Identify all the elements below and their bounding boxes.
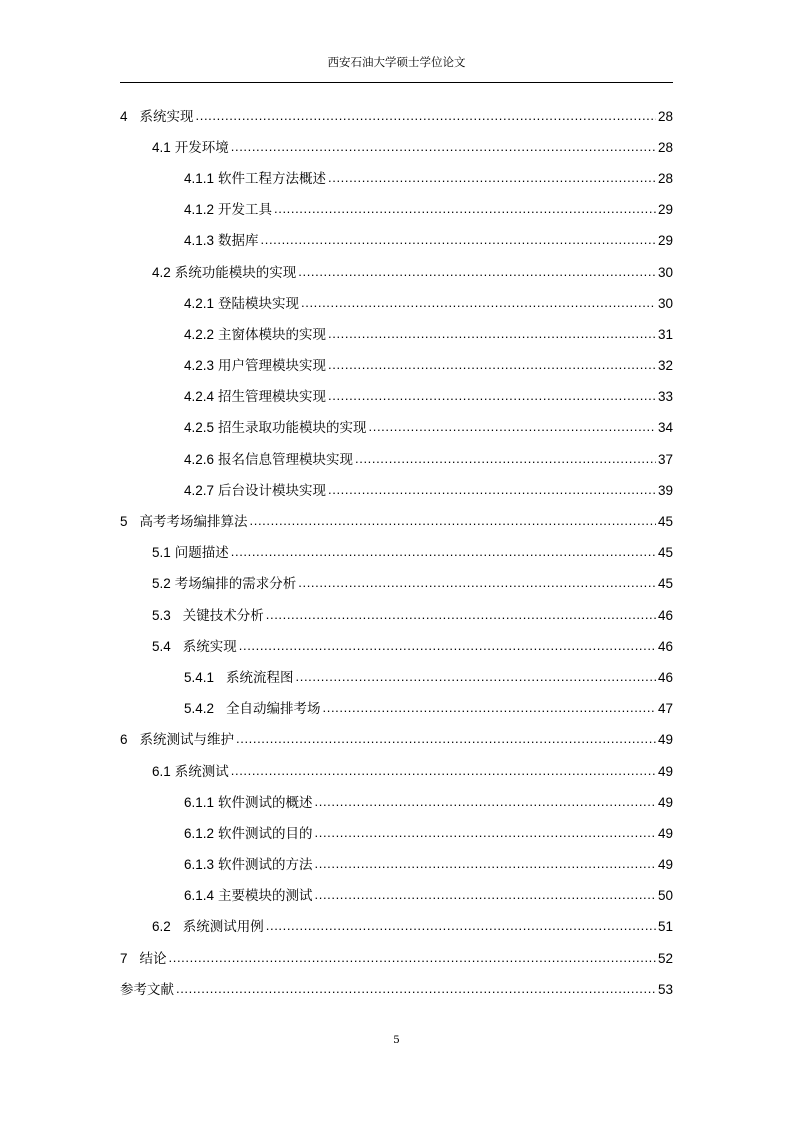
toc-entry-title: 开发工具 [218,202,273,219]
toc-dot-leader [231,762,656,782]
toc-entry-page: 53 [657,981,673,997]
toc-dot-leader [355,450,656,470]
toc-entry-page: 47 [657,701,673,717]
toc-dot-leader [298,574,656,594]
toc-entry-page: 28 [657,170,673,186]
toc-entry-number: 5.3 [152,607,171,623]
toc-entry[interactable] [0,600,673,631]
toc-entry-page: 49 [657,825,673,841]
toc-dot-leader [266,917,656,937]
toc-entry-number: 4.2.2 [184,326,215,342]
toc-entry-page: 28 [657,108,673,124]
toc-entry[interactable] [0,351,673,382]
toc-entry-number: 6.1.2 [184,825,215,841]
toc-dot-leader [231,543,656,563]
toc-dot-leader [239,637,656,657]
toc-entry-title: 主要模块的测试 [218,888,313,905]
toc-entry-title: 报名信息管理模块实现 [218,451,354,468]
toc-entry[interactable] [0,818,673,849]
toc-entry-page: 45 [657,545,673,561]
toc-entry-number: 6.1.4 [184,888,215,904]
toc-entry[interactable] [0,538,673,569]
toc-entry-page: 49 [657,794,673,810]
toc-entry[interactable] [0,631,673,662]
toc-entry-number: 6.1.1 [184,794,215,810]
toc-entry-title: 系统实现 [139,108,194,125]
toc-dot-leader [328,169,656,189]
toc-entry-number: 4.2.4 [184,389,215,405]
toc-dot-leader [236,730,656,750]
toc-entry-number: 5.2 [152,576,171,592]
toc-dot-leader [315,886,656,906]
toc-entry[interactable] [0,850,673,881]
toc-dot-leader [231,138,656,158]
toc-entry-title: 高考考场编排算法 [139,514,248,531]
toc-entry-page: 30 [657,295,673,311]
toc-entry[interactable] [0,444,673,475]
toc-entry[interactable] [0,756,673,787]
toc-entry-page: 39 [657,482,673,498]
toc-entry-title: 参考文献 [120,981,174,998]
toc-entry-title: 用户管理模块实现 [218,358,327,375]
toc-entry[interactable] [0,662,673,693]
toc-entry-page: 32 [657,358,673,374]
toc-dot-leader [274,200,656,220]
toc-entry-number: 6.1 [152,763,171,779]
toc-entry-title: 软件测试的概述 [218,794,313,811]
toc-entry-title: 登陆模块实现 [218,295,300,312]
toc-entry[interactable] [0,413,673,444]
toc-entry-number: 6 [120,732,128,748]
header-divider [120,82,673,83]
toc-entry-title: 数据库 [218,233,259,250]
toc-entry[interactable] [0,319,673,350]
toc-entry[interactable] [0,382,673,413]
toc-entry-page: 50 [657,888,673,904]
toc-dot-leader [315,824,656,844]
toc-entry[interactable] [0,288,673,319]
toc-entry-number: 4.1.2 [184,202,215,218]
toc-entry-number: 4.2.5 [184,420,215,436]
toc-entry-number: 4.1.3 [184,233,215,249]
toc-dot-leader [196,107,656,127]
toc-dot-leader [298,263,656,283]
toc-entry[interactable] [0,195,673,226]
toc-entry[interactable] [0,943,673,974]
toc-entry-page: 37 [657,451,673,467]
toc-entry-title: 系统实现 [182,638,237,655]
toc-entry-title: 主窗体模块的实现 [218,326,327,343]
toc-entry-number: 6.2 [152,919,171,935]
toc-dot-leader [266,606,656,626]
toc-entry-page: 51 [657,919,673,935]
toc-entry[interactable] [0,132,673,163]
toc-entry-number: 4.2.1 [184,295,215,311]
toc-entry-title: 考场编排的需求分析 [174,576,297,593]
toc-dot-leader [328,387,656,407]
toc-entry[interactable] [0,257,673,288]
toc-entry-number: 5.1 [152,545,171,561]
toc-entry-title: 系统测试与维护 [139,732,235,749]
toc-dot-leader [369,418,656,438]
table-of-contents [0,101,793,1005]
toc-entry[interactable] [0,226,673,257]
page-number: 5 [393,1034,400,1046]
toc-entry-page: 49 [657,732,673,748]
toc-dot-leader [315,855,656,875]
toc-entry-page: 46 [657,638,673,654]
toc-entry-page: 46 [657,607,673,623]
toc-dot-leader [250,512,656,532]
toc-dot-leader [176,980,656,1000]
toc-entry-page: 30 [657,264,673,280]
toc-entry-number: 7 [120,950,128,966]
toc-entry-number: 5.4.1 [184,669,215,685]
toc-entry-page: 52 [657,950,673,966]
toc-dot-leader [323,699,656,719]
toc-entry[interactable] [0,881,673,912]
toc-entry-page: 29 [657,202,673,218]
toc-entry-number: 4.2.3 [184,358,215,374]
toc-entry-page: 45 [657,576,673,592]
toc-entry[interactable] [0,475,673,506]
toc-entry[interactable] [0,912,673,943]
toc-entry-page: 49 [657,857,673,873]
toc-entry[interactable] [0,101,673,132]
toc-entry-number: 4.2.7 [184,482,215,498]
toc-entry-title: 全自动编排考场 [226,701,321,718]
toc-entry-page: 45 [657,514,673,530]
toc-entry-title: 软件测试的目的 [218,825,313,842]
toc-dot-leader [315,793,656,813]
toc-entry-page: 33 [657,389,673,405]
toc-dot-leader [328,356,656,376]
toc-entry-title: 开发环境 [174,139,229,156]
toc-entry-page: 28 [657,139,673,155]
toc-entry-title: 软件工程方法概述 [218,170,327,187]
toc-entry-number: 6.1.3 [184,857,215,873]
toc-entry-page: 31 [657,326,673,342]
toc-entry-page: 34 [657,420,673,436]
page-header-title: 西安石油大学硕士学位论文 [327,55,466,69]
toc-entry-number: 5.4.2 [184,701,215,717]
toc-dot-leader [296,668,656,688]
toc-entry-title: 系统功能模块的实现 [174,264,297,281]
toc-entry-number: 4.2 [152,264,171,280]
toc-entry[interactable] [0,569,673,600]
toc-entry-title: 结论 [139,950,167,967]
toc-entry-number: 4.2.6 [184,451,215,467]
toc-dot-leader [328,481,656,501]
toc-dot-leader [169,949,656,969]
toc-entry[interactable] [0,506,673,537]
toc-entry-title: 系统流程图 [226,669,294,686]
toc-dot-leader [261,231,656,251]
toc-dot-leader [301,294,656,314]
toc-entry-page: 46 [657,669,673,685]
toc-entry[interactable] [0,787,673,818]
toc-entry-title: 系统测试 [174,763,229,780]
toc-entry-number: 4.1 [152,139,171,155]
toc-entry-title: 系统测试用例 [182,919,264,936]
toc-entry[interactable] [0,694,673,725]
toc-entry-title: 软件测试的方法 [218,857,313,874]
toc-entry-title: 招生管理模块实现 [218,389,327,406]
toc-entry-title: 后台设计模块实现 [218,482,327,499]
toc-entry-number: 5 [120,514,128,530]
toc-entry-title: 招生录取功能模块的实现 [218,420,367,437]
toc-entry-title: 问题描述 [174,545,229,562]
toc-entry-number: 4.1.1 [184,170,215,186]
toc-dot-leader [328,325,656,345]
toc-entry[interactable] [0,725,673,756]
toc-entry[interactable] [0,974,673,1005]
toc-entry-title: 关键技术分析 [182,607,264,624]
toc-entry[interactable] [0,163,673,194]
toc-entry-number: 5.4 [152,638,171,654]
toc-entry-number: 4 [120,108,128,124]
toc-entry-page: 29 [657,233,673,249]
toc-entry-page: 49 [657,763,673,779]
